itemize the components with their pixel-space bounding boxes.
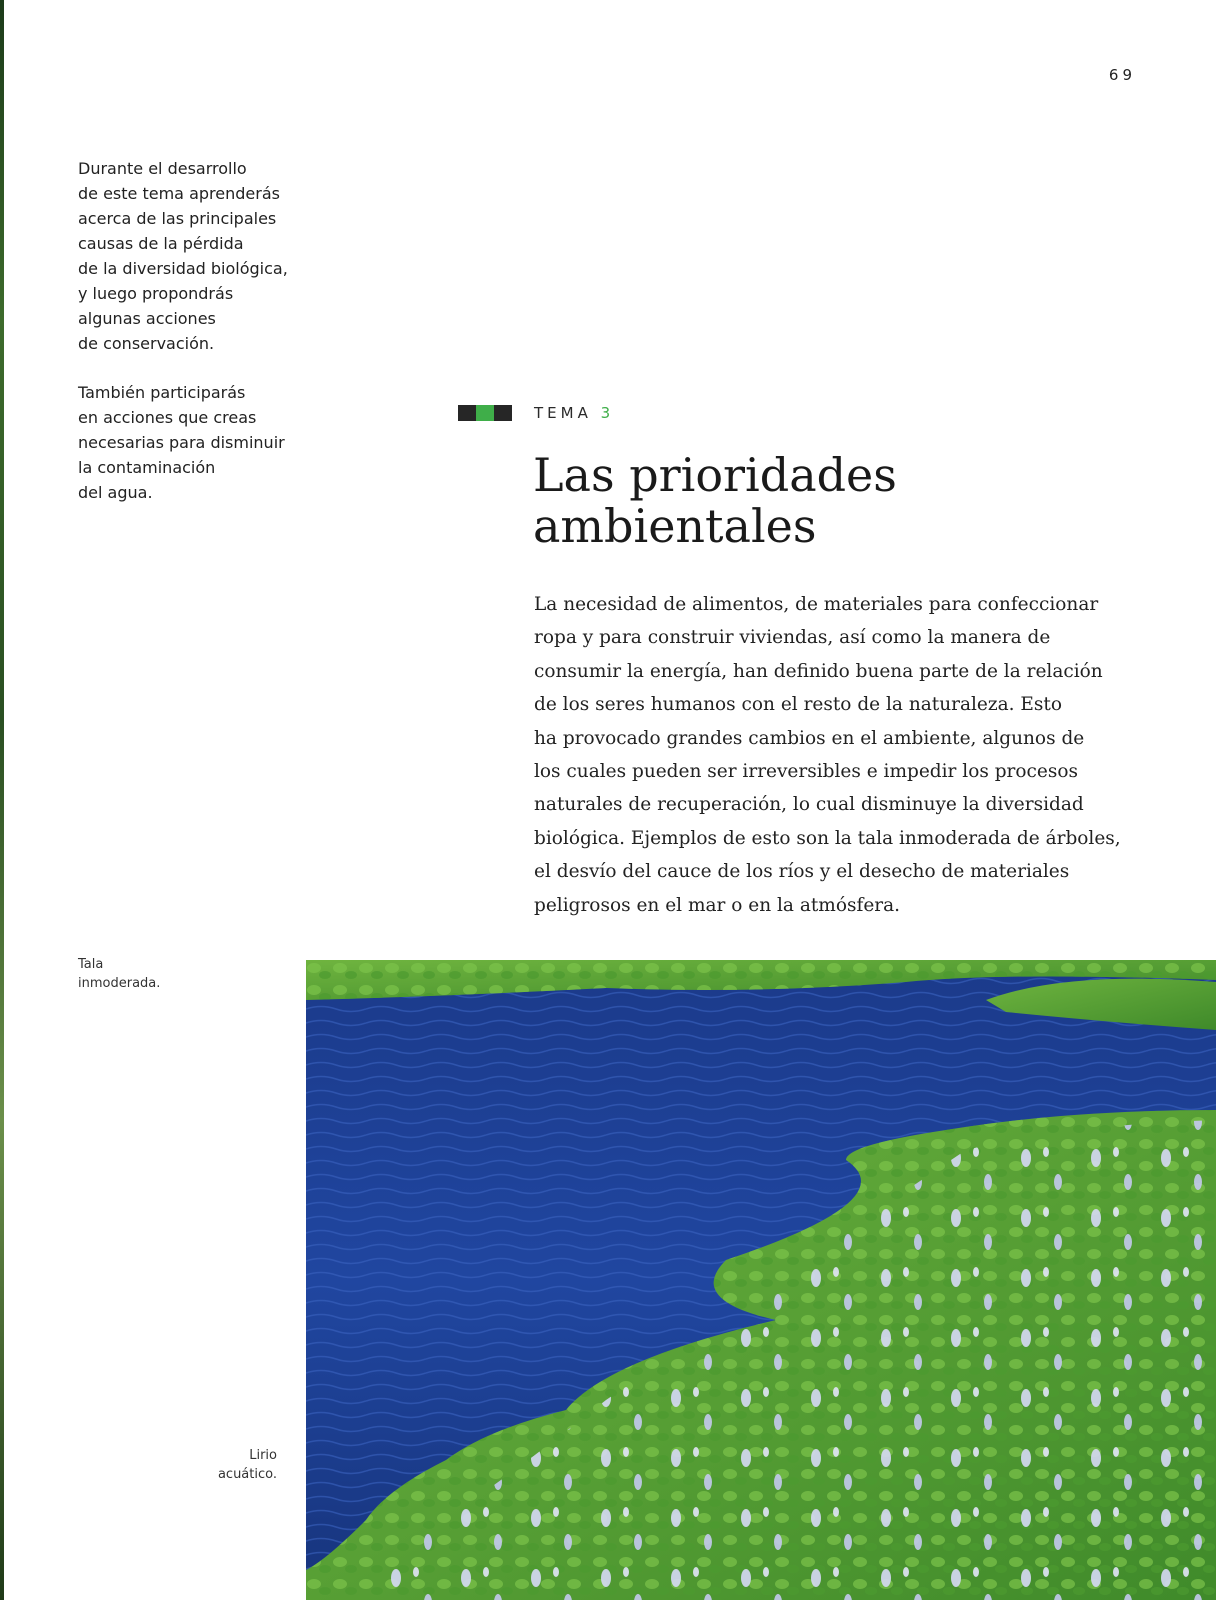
tema-word: TEMA (534, 404, 592, 422)
body-line: La necesidad de alimentos, de materiales para confeccionar (534, 594, 1099, 615)
left-edge-photo-strip (0, 0, 4, 1600)
tema-number: 3 (600, 404, 615, 422)
sidebar-line: en acciones que creas (78, 408, 257, 427)
title-line-1: Las prioridades (533, 448, 897, 502)
tema-label (534, 404, 614, 422)
sidebar-intro-text (78, 156, 318, 529)
sidebar-line: la contaminación (78, 458, 216, 477)
sidebar-line: algunas acciones (78, 309, 216, 328)
tema-marker-blocks (458, 405, 512, 421)
page-number: 69 (1108, 66, 1136, 84)
sidebar-line: También participarás (78, 383, 246, 402)
body-line: el desvío del cauce de los ríos y el desecho de materiales (534, 861, 1070, 883)
sidebar-secondary-paragraph (78, 380, 318, 505)
caption-line: Lirio (249, 1448, 277, 1463)
body-line: los cuales pueden ser irreversibles e impedir los procesos (534, 761, 1078, 783)
sidebar-line: necesarias para disminuir (78, 433, 285, 452)
water-hyacinth-photo (306, 960, 1216, 1600)
caption-line: acuático. (217, 1467, 277, 1482)
caption-line: inmoderada. (78, 976, 161, 991)
sidebar-line: Durante el desarrollo (78, 159, 247, 178)
marker-block-dark (494, 405, 512, 421)
body-paragraph (534, 588, 1134, 922)
sidebar-line: acerca de las principales (78, 209, 277, 228)
sidebar-intro-paragraph (78, 156, 318, 356)
page-title (533, 450, 1153, 552)
sidebar-line: de conservación. (78, 334, 215, 353)
marker-block-green (476, 405, 494, 421)
marker-block-dark (458, 405, 476, 421)
body-line: ropa y para construir viviendas, así como la manera de (534, 627, 1051, 649)
body-line: naturales de recuperación, lo cual disminuye la diversidad (534, 794, 1084, 816)
body-line: consumir la energía, han definido buena parte de la relación (534, 660, 1103, 682)
water-hyacinth-illustration (306, 960, 1216, 1600)
sidebar-line: de este tema aprenderás (78, 184, 280, 203)
caption-tala (78, 955, 160, 993)
title-line-2: ambientales (533, 499, 817, 553)
body-line: ha provocado grandes cambios en el ambiente, algunos de (534, 727, 1085, 749)
sidebar-line: causas de la pérdida (78, 234, 244, 253)
caption-line: Tala (78, 957, 104, 972)
sidebar-line: de la diversidad biológica, (78, 259, 288, 278)
caption-lirio (200, 1446, 277, 1484)
sidebar-line: y luego propondrás (78, 284, 234, 303)
sidebar-line: del agua. (78, 483, 153, 502)
body-line: biológica. Ejemplos de esto son la tala inmoderada de árboles, (534, 827, 1121, 849)
body-line: de los seres humanos con el resto de la naturaleza. Esto (534, 694, 1062, 716)
body-line: peligrosos en el mar o en la atmósfera. (534, 894, 901, 916)
